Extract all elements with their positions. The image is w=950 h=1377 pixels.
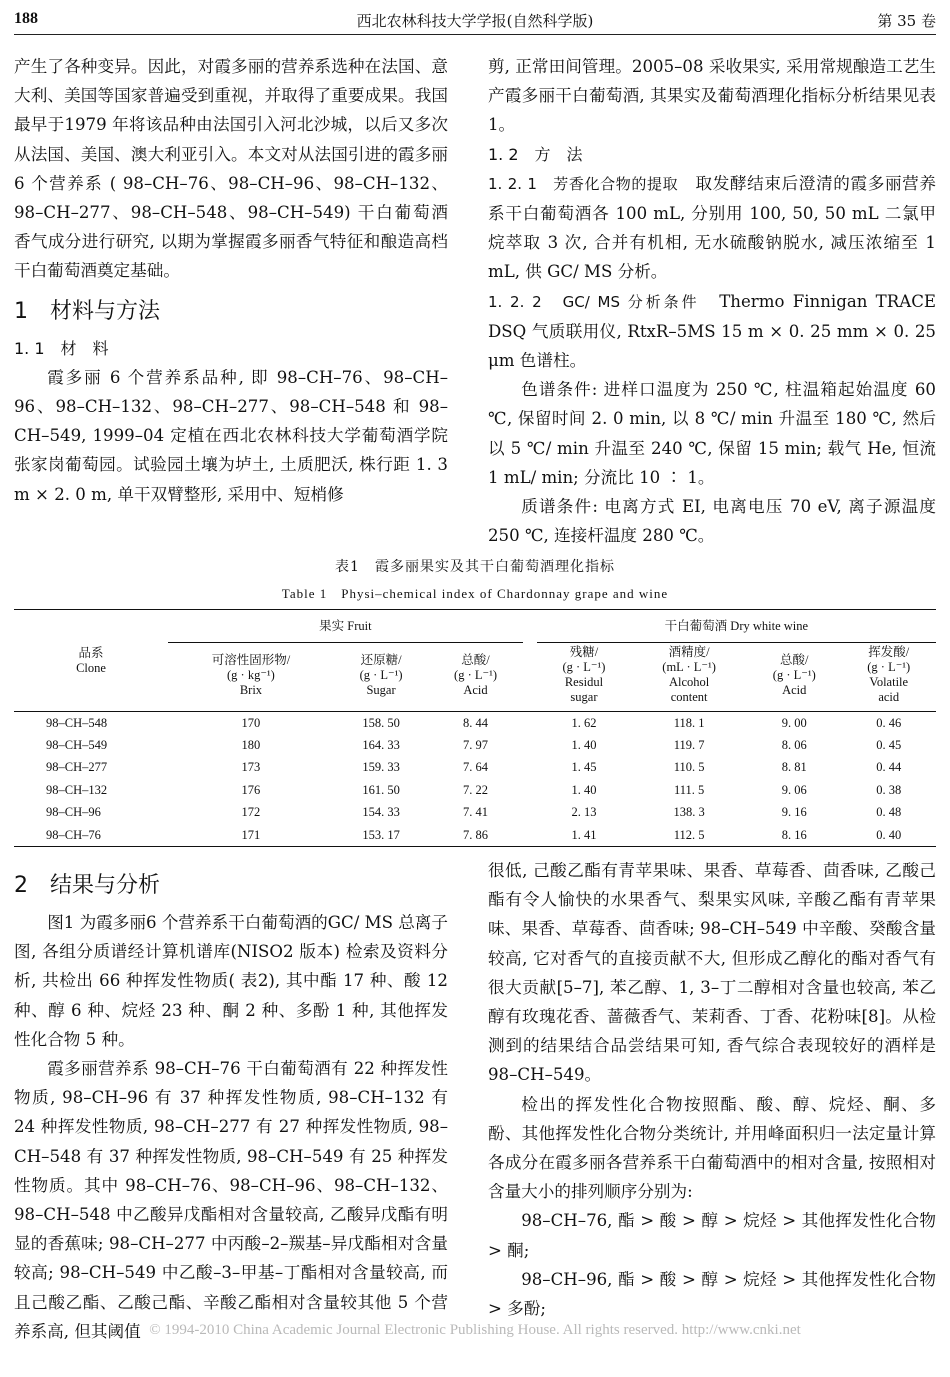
clone-header: 品系 Clone [14, 610, 168, 712]
table-caption-en: Table 1 Physi–chemical index of Chardonnay grape and wine [281, 586, 669, 601]
value-cell: 119. 7 [673, 738, 705, 753]
extraction-paragraph: 取发酵结束后澄清的霞多丽营养系干白葡萄酒各 100 mL, 分别用 100, 50, 50 mL 二氯甲烷萃取 3 次, 合并有机相, 无水硫酸钠脱水, 减压浓缩至 1 mL, 供 GC/ MS 分析。 [488, 173, 936, 282]
instrument-paragraph: Thermo Finnigan TRACE DSQ 气质联用仪, RtxR–5MS 15 m × 0. 25 mm × 0. 25 μm 色谱柱。 [488, 291, 937, 371]
value-cell: 0. 40 [841, 824, 936, 847]
value-cell: 172 [241, 805, 261, 820]
left-column-top [14, 52, 448, 509]
clone-cell: 98–CH–132 [46, 782, 108, 797]
value-cell: 0. 48 [876, 805, 902, 820]
value-cell: 110. 5 [673, 760, 705, 775]
spacer-cell [523, 757, 537, 779]
spacer-cell [523, 824, 537, 847]
mass-spec-paragraph: 质谱条件: 电离方式 EI, 电离电压 70 eV, 离子源温度 250 ℃, 连接杆温度 280 ℃。 [488, 497, 936, 546]
value-cell: 118. 1 [673, 715, 705, 730]
value-cell: 9. 16 [781, 805, 807, 820]
value-cell: 7. 97 [463, 738, 489, 753]
value-cell: 9. 06 [781, 782, 807, 797]
table-1 [14, 609, 936, 847]
value-cell: 1. 62 [571, 715, 597, 730]
value-cell: 7. 22 [463, 782, 489, 797]
chromatography-paragraph: 色谱条件: 进样口温度为 250 ℃, 柱温箱起始温度 60 ℃, 保留时间 2. 0 min, 以 8 ℃/ min 升温至 180 ℃, 然后以 5 ℃/ min 升温至 240 ℃, 保留 15 min; 载气 He, 恒流 1 mL/ min; 分流比 10 ∶ 1。 [488, 380, 936, 487]
value-cell: 7. 64 [463, 760, 489, 775]
clone-cell: 98–CH–549 [46, 738, 108, 753]
clone-cell: 98–CH–76 [14, 824, 168, 847]
value-cell: 164. 33 [362, 738, 400, 753]
clone-cell: 98–CH–548 [46, 715, 108, 730]
col-header-wine-acid: 总酸/ (g · L⁻¹) Acid [747, 643, 841, 712]
results-paragraph-3: 很低, 己酸乙酯有青苹果味、果香、草莓香、茴香味, 乙酸己酯有令人愉快的水果香气、梨果实风味, 辛酸乙酯有青苹果味、果香、草莓香、茴香味; 98–CH–549 中辛酸、癸酸含量较高, 它对香气的直接贡献不大, 但形成乙醇化的酯对香气有很大贡献[5–7], 苯乙醇、1, 3–丁二醇相对含量也较高, 苯乙醇有玫瑰花香、蔷薇香气、茉莉香、丁香、花粉味[8]。从检测到的结果结合品尝结果可知, 香气综合表现较好的酒样是 98–CH–549。 [488, 861, 936, 1085]
value-cell: 158. 50 [362, 715, 400, 730]
value-cell: 9. 00 [781, 715, 807, 730]
results-paragraph-2: 霞多丽营养系 98–CH–76 干白葡萄酒有 22 种挥发性物质, 98–CH–96 有 37 种挥发性物质, 98–CH–132 有 24 种挥发性物质, 98–CH–277 有 27 种挥发性物质, 98–CH–548 有 37 种挥发性物质, 98–CH–549 有 25 种挥发性物质。其中 98–CH–76、98–CH–96、98–CH–132、98–CH–548 中乙酸异戊酯相对含量较高, 乙酸异戊酯有明显的香蕉味; 98–CH–277 中丙酸–2–羰基–异戊酯相对含量较高; 98–CH–549 中乙酸–3–甲基–丁酯相对含量较高, 而且己酸乙酯、乙酸己酯、辛酸乙酯相对含量较其他 5 个营养系高, 但其阈值 [14, 1059, 448, 1341]
value-cell: 170 [241, 715, 261, 730]
value-cell: 153. 17 [334, 824, 428, 847]
value-cell: 173 [241, 760, 261, 775]
field-management-paragraph: 剪, 正常田间管理。2005–08 采收果实, 采用常规酿造工艺生产霞多丽干白葡萄酒, 其果实及葡萄酒理化指标分析结果见表 1。 [488, 57, 936, 135]
spacer-cell [523, 712, 537, 735]
value-cell: 1. 45 [571, 760, 597, 775]
value-cell: 161. 50 [362, 782, 400, 797]
wine-group-header: 干白葡萄酒 Dry white wine [537, 610, 936, 643]
ranking-98-ch-76: 98–CH–76, 酯 > 酸 > 醇 > 烷烃 > 其他挥发性化合物 > 酮; [488, 1211, 936, 1260]
subsection-1-2-1-heading: 1. 2. 1 芳香化合物的提取 [488, 174, 679, 193]
value-cell: 8. 16 [747, 824, 841, 847]
value-cell: 1. 40 [571, 782, 597, 797]
value-cell: 112. 5 [631, 824, 747, 847]
table-row [14, 802, 936, 824]
clone-cell: 98–CH–277 [46, 760, 108, 775]
value-cell: 0. 38 [876, 782, 902, 797]
section-2-heading: 2 结果与分析 [14, 873, 160, 898]
table-caption-cn: 表1 霞多丽果实及其干白葡萄酒理化指标 [335, 559, 615, 575]
value-cell: 0. 45 [876, 738, 902, 753]
left-column-bottom [14, 868, 448, 1346]
value-cell: 1. 40 [571, 738, 597, 753]
value-cell: 138. 3 [673, 805, 705, 820]
spacer-cell [523, 802, 537, 824]
value-cell: 8. 81 [781, 760, 807, 775]
page-number: 188 [14, 10, 38, 27]
table-row [14, 757, 936, 779]
volume-label: 第 35 卷 [877, 12, 936, 30]
subsection-1-1-heading: 1. 1 材 料 [14, 338, 109, 358]
table-row [14, 824, 936, 847]
spacer-cell [523, 779, 537, 801]
clone-cell: 98–CH–96 [46, 805, 101, 820]
value-cell: 176 [241, 782, 261, 797]
value-cell: 111. 5 [673, 782, 705, 797]
intro-paragraph: 产生了各种变异。因此，对霞多丽的营养系选种在法国、意大利、美国等国家普遍受到重视，并取得了重要成果。我国最早于1979 年将该品种由法国引入河北沙城，以后又多次从法国、美国、澳大利亚引入。本文对从法国引进的霞多丽 6 个营养系 ( 98–CH–76、98–CH–96、98–CH–132、98–CH–277、98–CH–548、98–CH–549) 干白葡萄酒香气成分进行研究, 以期为掌握霞多丽香气特征和酿造高档干白葡萄酒奠定基础。 [14, 57, 448, 281]
right-column-bottom [488, 856, 936, 1323]
fruit-group-header: 果实 Fruit [168, 610, 523, 643]
value-cell: 7. 86 [428, 824, 522, 847]
col-header-volatile-acid: 挥发酸/ (g · L⁻¹) Volatile acid [841, 643, 936, 712]
table-row [14, 779, 936, 801]
col-header-alcohol: 酒精度/ (mL · L⁻¹) Alcohol content [631, 643, 747, 712]
value-cell: 171 [168, 824, 334, 847]
value-cell: 159. 33 [362, 760, 400, 775]
table-row [14, 734, 936, 756]
right-column-top [488, 52, 936, 550]
journal-title: 西北农林科技大学学报(自然科学版) [356, 12, 594, 30]
value-cell: 154. 33 [362, 805, 400, 820]
results-paragraph-4: 检出的挥发性化合物按照酯、酸、醇、烷烃、酮、多酚、其他挥发性化合物分类统计, 并用峰面积归一法定量计算各成分在霞多丽各营养系干白葡萄酒中的相对含量, 按照相对含量大小的排列顺序分别为: [488, 1094, 936, 1202]
subsection-1-2-2-heading: 1. 2. 2 GC/ MS 分析条件 [488, 292, 700, 311]
value-cell: 1. 41 [537, 824, 631, 847]
ranking-98-ch-96: 98–CH–96, 酯 > 酸 > 醇 > 烷烃 > 其他挥发性化合物 > 多酚; [488, 1269, 936, 1319]
subsection-1-2-heading: 1. 2 方 法 [488, 144, 583, 164]
value-cell: 8. 44 [463, 715, 489, 730]
value-cell: 180 [241, 738, 261, 753]
copyright-watermark: © 1994-2010 China Academic Journal Electronic Publishing House. All rights reserved. http://www.cnki.net [149, 1322, 801, 1338]
col-header-brix: 可溶性固形物/ (g · kg⁻¹) Brix [168, 643, 334, 712]
section-1-heading: 1 材料与方法 [14, 298, 160, 324]
table-1-body [14, 712, 936, 847]
spacer-cell [523, 734, 537, 756]
col-header-sugar: 还原糖/ (g · L⁻¹) Sugar [334, 643, 428, 712]
results-paragraph-1: 图1 为霞多丽6 个营养系干白葡萄酒的GC/ MS 总离子图, 各组分质谱经计算机谱库(NISO2 版本) 检索及资料分析, 共检出 66 种挥发性物质( 表2), 其中酯 17 种、酸 12 种、醇 6 种、烷烃 23 种、酮 2 种、多酚 1 种, 其他挥发性化合物 5 种。 [14, 913, 448, 1049]
col-header-residual-sugar: 残糖/ (g · L⁻¹) Residul sugar [537, 643, 631, 712]
value-cell: 7. 41 [463, 805, 489, 820]
value-cell: 0. 44 [876, 760, 902, 775]
materials-paragraph: 霞多丽 6 个营养系品种, 即 98–CH–76、98–CH–96、98–CH–132、98–CH–277、98–CH–548 和 98–CH–549, 1999–04 定植在西北农林科技大学葡萄酒学院张家岗葡萄园。试验园土壤为垆土, 土质肥沃, 株行距 1. 3 m × 2. 0 m, 单干双臂整形, 采用中、短梢修 [14, 367, 448, 504]
running-header [14, 8, 936, 35]
value-cell: 2. 13 [571, 805, 597, 820]
table-row [14, 712, 936, 735]
value-cell: 0. 46 [876, 715, 902, 730]
col-header-fruit-acid: 总酸/ (g · L⁻¹) Acid [428, 643, 522, 712]
value-cell: 8. 06 [781, 738, 807, 753]
